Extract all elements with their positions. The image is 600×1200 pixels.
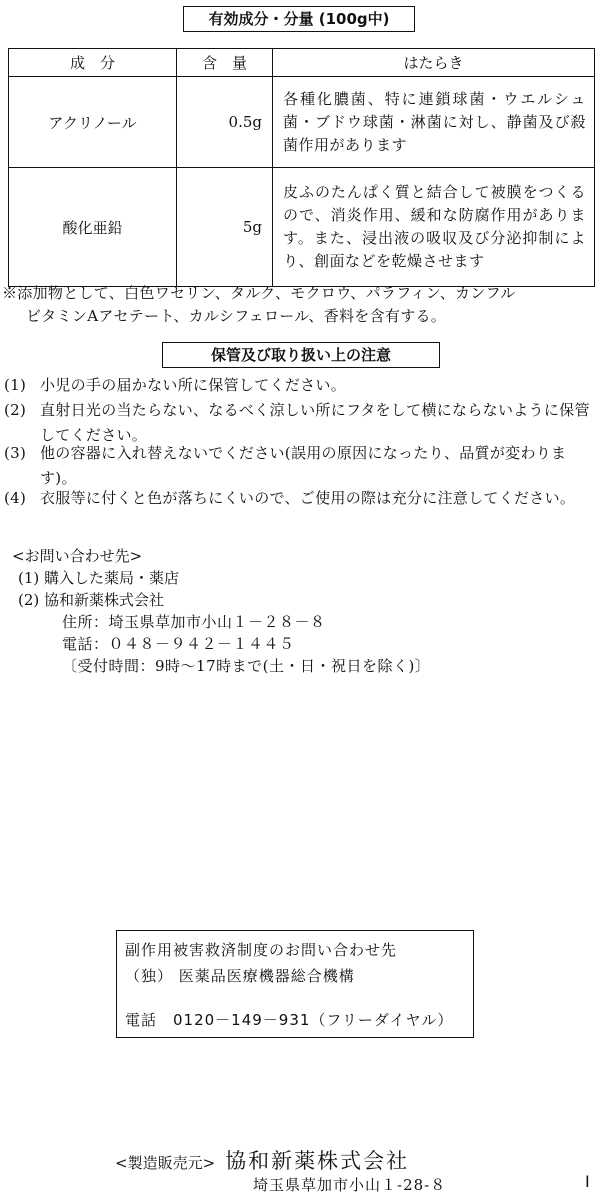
contact-hours: 〔受付時間：9時〜17時まで(土・日・祝日を除く)〕 <box>62 657 431 675</box>
table-row <box>9 168 595 287</box>
precaution-text: 他の容器に入れ替えないでください(誤用の原因になったり、品質が変わります)。 <box>40 444 567 487</box>
precaution-number: (2) <box>4 401 27 419</box>
contact-address: 住所：埼玉県草加市小山１－２８－８ <box>62 613 326 631</box>
ingredient-action: 皮ふのたんぱく質と結合して被膜をつくるので、消炎作用、緩和な防腐作用があります。また、浸出液の吸収及び分泌抑制により、創面などを乾燥させます <box>273 168 595 287</box>
contact-phone: 電話：０４８－９４２－１４４５ <box>62 635 295 653</box>
additives-note-line1: ※添加物として、白色ワセリン、タルク、モクロウ、パラフィン、カンフル <box>2 284 516 302</box>
precaution-text: 直射日光の当たらない、なるべく涼しい所にフタをして横にならないように保管してください。 <box>40 401 590 444</box>
ingredient-action: 各種化膿菌、特に連鎖球菌・ウエルシュ菌・ブドウ球菌・淋菌に対し、静菌及び殺菌作用があります <box>273 77 595 168</box>
ingredient-amount: 0.5g <box>177 77 273 168</box>
ingredients-title: 有効成分・分量 (100g中) <box>183 6 415 32</box>
ingredient-name: 酸化亜鉛 <box>9 168 177 287</box>
header-ingredient: 成 分 <box>9 49 177 77</box>
precaution-item <box>4 441 592 491</box>
relief-info-box <box>116 930 474 1038</box>
additives-note <box>2 282 596 328</box>
contact-item-company: (2) 協和新薬株式会社 <box>18 591 165 609</box>
relief-heading: 副作用被害救済制度のお問い合わせ先 <box>125 941 398 959</box>
ingredient-name: アクリノール <box>9 77 177 168</box>
manufacturer-name: 協和新薬株式会社 <box>225 1149 410 1173</box>
manufacturer <box>115 1145 409 1175</box>
contact-item-pharmacy: (1) 購入した薬局・薬店 <box>18 569 180 587</box>
relief-phone: 電話 0120－149－931（フリーダイヤル） <box>125 1011 454 1029</box>
precaution-number: (1) <box>4 376 27 394</box>
additives-note-line2: ビタミンAアセテート、カルシフェロール、香料を含有する。 <box>26 307 447 325</box>
contact-heading: <お問い合わせ先> <box>12 547 143 565</box>
storage-title: 保管及び取り扱い上の注意 <box>162 342 440 368</box>
corner-mark: I <box>585 1172 590 1191</box>
relief-organization: （独） 医薬品医療機器総合機構 <box>125 967 355 985</box>
header-action: はたらき <box>273 49 595 77</box>
ingredient-amount: 5g <box>177 168 273 287</box>
contact-section <box>12 545 572 677</box>
precaution-text: 衣服等に付くと色が落ちにくいので、ご使用の際は充分に注意してください。 <box>40 489 576 507</box>
manufacturer-label: <製造販売元> <box>115 1154 216 1172</box>
table-header-row <box>9 49 595 77</box>
precaution-number: (4) <box>4 489 27 507</box>
precaution-item <box>4 373 592 398</box>
table-row <box>9 77 595 168</box>
header-amount: 含 量 <box>177 49 273 77</box>
precaution-item <box>4 486 592 511</box>
manufacturer-address: 埼玉県草加市小山１-28-８ <box>253 1176 447 1194</box>
ingredients-table <box>8 48 595 287</box>
precaution-number: (3) <box>4 444 27 462</box>
precaution-text: 小児の手の届かない所に保管してください。 <box>40 376 347 394</box>
